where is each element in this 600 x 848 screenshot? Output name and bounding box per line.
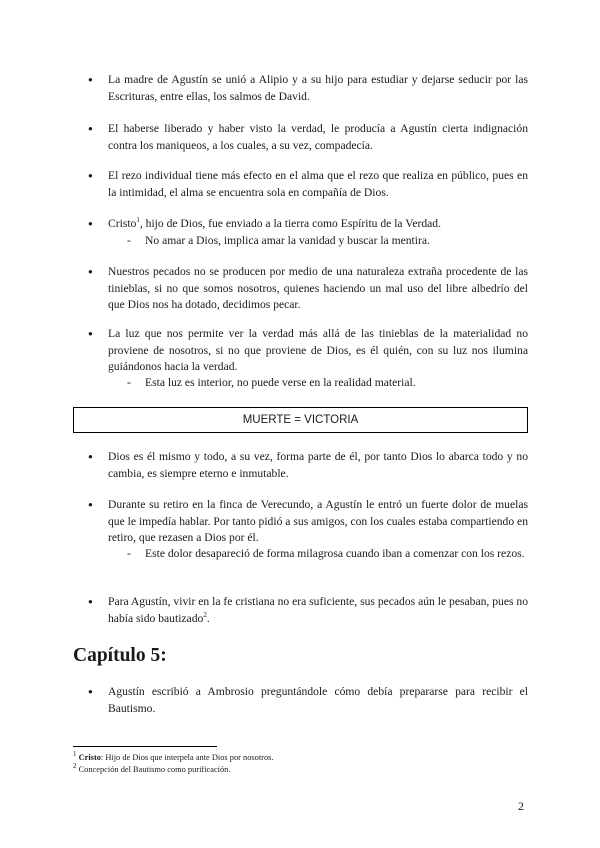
footnote-ref-2[interactable]: 2 xyxy=(203,610,207,619)
footnote-1-text: : Hijo de Dios que interpela ante Dios por nosotros. xyxy=(100,753,274,762)
bullet-4 xyxy=(108,216,528,233)
footnote-2 xyxy=(73,764,230,775)
bullet-3: ● El rezo individual tiene más efecto en el alma que el rezo que realiza en público, pues en la intimidad, el alma se encuentra sola en compañía de Dios. xyxy=(108,168,528,201)
highlight-box: MUERTE = VICTORIA xyxy=(73,407,528,433)
chapter-heading: Capítulo 5: xyxy=(73,645,167,666)
bullet-7: ● Dios es él mismo y todo, a su vez, forma parte de él, por tanto Dios lo abarca todo y no cambia, es siempre eterno e inmutable. xyxy=(108,449,528,482)
footnote-separator xyxy=(73,746,217,747)
footnote-2-number: 2 xyxy=(73,762,77,771)
bullet-6: ● La luz que nos permite ver la verdad más allá de las tinieblas de la materialidad no proviene de nosotros, si no que proviene de Dios, es él quién, con su luz nos ilumina guiándonos hacia la verdad. xyxy=(108,326,528,376)
bullet-5: ● Nuestros pecados no se producen por medio de una naturaleza extraña procedente de las tinieblas, si no que somos nosotros, quienes haciendo un mal uso del libre albedrío del que Dios nos ha dotado, decidimos pecar. xyxy=(108,264,528,314)
bullet-10: ● Agustín escribió a Ambrosio preguntándole cómo debía prepararse para recibir el Bautismo. xyxy=(108,684,528,717)
bullet-4-text-a: Cristo xyxy=(108,217,137,230)
bullet-4-text-b: , hijo de Dios, fue enviado a la tierra como Espíritu de la Verdad. xyxy=(139,217,441,230)
footnote-1 xyxy=(73,752,274,763)
bullet-9-text-a: Para Agustín, vivir en la fe cristiana no era suficiente, sus pecados aún le pesaban, pues no había sido bautizado xyxy=(108,595,528,625)
sub-bullet-4: - No amar a Dios, implica amar la vanidad y buscar la mentira. xyxy=(145,233,528,250)
sub-bullet-8: - Este dolor desapareció de forma milagrosa cuando iban a comenzar con los rezos. xyxy=(145,546,528,563)
footnote-1-term: Cristo xyxy=(78,753,101,762)
bullet-2: ● El haberse liberado y haber visto la verdad, le producía a Agustín cierta indignación contra los maniqueos, a los cuales, a su vez, compadecía. xyxy=(108,121,528,154)
bullet-9 xyxy=(108,594,528,627)
page-number: 2 xyxy=(518,799,524,813)
bullet-1: ● La madre de Agustín se unió a Alipio y a su hijo para estudiar y dejarse seducir por las Escrituras, entre ellas, los salmos de David. xyxy=(108,72,528,105)
footnote-2-text: Concepción del Bautismo como purificación. xyxy=(78,765,231,774)
sub-bullet-6: - Esta luz es interior, no puede verse en la realidad material. xyxy=(145,375,528,392)
footnote-1-number: 1 xyxy=(73,750,77,759)
bullet-9-text-b: . xyxy=(206,611,210,625)
footnote-ref-1[interactable]: 1 xyxy=(136,216,140,225)
bullet-8: ● Durante su retiro en la finca de Verecundo, a Agustín le entró un fuerte dolor de muelas que le impedía hablar. Por tanto pidió a sus amigos, con los cuales estaba compartiendo en retiro, que rezasen a Dios por él. xyxy=(108,497,528,547)
